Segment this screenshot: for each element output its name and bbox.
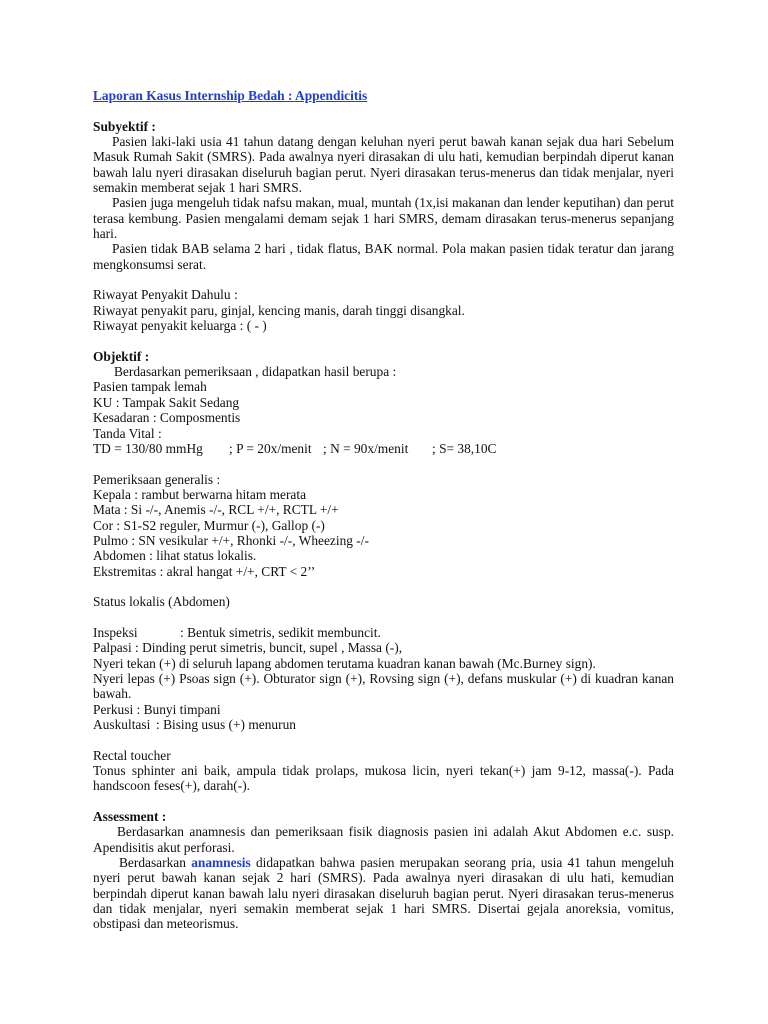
spacer [93, 610, 674, 625]
subyektif-heading: Subyektif : [93, 118, 156, 134]
document-title-link[interactable]: Laporan Kasus Internship Bedah : Appendicitis [93, 88, 368, 103]
spacer [93, 732, 674, 747]
assessment-p2-start: Berdasarkan [119, 855, 186, 871]
inspeksi-value: : Bentuk simetris, sedikit membuncit. [180, 624, 381, 640]
perkusi-line: Perkusi : Bunyi timpani [93, 701, 221, 717]
auskultasi-label: Auskultasi [93, 717, 151, 732]
riwayat-line: Riwayat penyakit keluarga : ( - ) [93, 318, 267, 334]
generalis-heading: Pemeriksaan generalis : [93, 471, 221, 487]
generalis-line: Cor : S1-S2 reguler, Murmur (-), Gallop (-) [93, 517, 325, 533]
nyeri-tekan-line: Nyeri tekan (+) di seluruh lapang abdomen terutama kuadran kanan bawah (Mc.Burney sign). [93, 655, 596, 671]
palpasi-line: Palpasi : Dinding perut simetris, buncit, supel , Massa (-), [93, 640, 403, 656]
riwayat-line: Riwayat penyakit paru, ginjal, kencing manis, darah tinggi disangkal. [93, 302, 465, 318]
objektif-line: Tanda Vital : [93, 425, 162, 441]
inspeksi-label: Inspeksi [93, 624, 138, 640]
inspeksi-line [93, 625, 674, 640]
spacer [93, 794, 674, 809]
subyektif-paragraph: Pasien laki-laki usia 41 tahun datang dengan keluhan nyeri perut bawah kanan sejak dua hari Sebelum Masuk Rumah Sakit (SMRS). Pada awalnya nyeri dirasakan di ulu hati, kemudian berpindah diperut kanan bawah lalu nyeri dirasakan diseluruh bagian perut. Nyeri dirasakan terus-menerus dan tidak menjalar, nyeri semakin memberat sejak 1 hari SMRS. [93, 134, 674, 196]
riwayat-heading: Riwayat Penyakit Dahulu : [93, 287, 238, 303]
vital-signs-line [93, 441, 674, 456]
auskultasi-line [93, 717, 674, 732]
objektif-line: Pasien tampak lemah [93, 379, 207, 395]
generalis-line: Abdomen : lihat status lokalis. [93, 548, 257, 564]
nyeri-lepas-line: Nyeri lepas (+) Psoas sign (+). Obturator sign (+), Rovsing sign (+), defans muskular (+) di kuadran kanan bawah. [93, 670, 674, 702]
vital-td: TD = 130/80 mmHg [93, 440, 203, 456]
spacer [93, 103, 674, 118]
auskultasi-value: : Bising usus (+) menurun [156, 717, 296, 732]
generalis-line: Mata : Si -/-, Anemis -/-, RCL +/+, RCTL +/+ [93, 502, 339, 518]
assessment-paragraph [93, 855, 674, 932]
rectal-text: Tonus sphinter ani baik, ampula tidak prolaps, mukosa licin, nyeri tekan(+) jam 9-12, massa(-). Pada handscoon feses(+), darah(-). [93, 763, 674, 794]
subyektif-paragraph: Pasien tidak BAB selama 2 hari , tidak flatus, BAK normal. Pola makan pasien tidak teratur dan jarang mengkonsumsi serat. [93, 241, 674, 272]
assessment-p2-rest: didapatkan bahwa pasien merupakan seorang pria, usia 41 tahun mengeluh nyeri perut bawah kanan sejak 2 hari (SMRS). Pada awalnya nyeri dirasakan di ulu hati, kemudian berpindah diperut kanan bawah lalu nyeri dirasakan diseluruh bagian perut. Nyeri dirasakan terus-menerus dan tidak menjalar, nyeri semakin memberat sejak 1 hari SMRS. Disertai gejala anoreksia, vomitus, obstipasi dan meteorismus. [93, 855, 674, 932]
objektif-line: KU : Tampak Sakit Sedang [93, 394, 240, 410]
rectal-heading: Rectal toucher [93, 747, 171, 763]
assessment-highlight-term: anamnesis [191, 855, 251, 871]
status-lokalis-heading: Status lokalis (Abdomen) [93, 594, 230, 610]
spacer [93, 579, 674, 594]
subyektif-paragraph: Pasien juga mengeluh tidak nafsu makan, mual, muntah (1x,isi makanan dan lender keputihan) dan perut terasa kembung. Pasien mengalami demam sejak 1 hari SMRS, demam dirasakan terus-menerus sepanjang hari. [93, 195, 674, 242]
spacer [93, 333, 674, 348]
assessment-heading: Assessment : [93, 809, 167, 825]
vital-s: ; S= 38,10C [432, 440, 497, 456]
objektif-heading: Objektif : [93, 348, 150, 364]
objektif-line: Kesadaran : Composmentis [93, 410, 241, 426]
objektif-intro: Berdasarkan pemeriksaan , didapatkan hasil berupa : [114, 364, 397, 380]
generalis-line: Ekstremitas : akral hangat +/+, CRT < 2’’ [93, 563, 316, 579]
vital-p: ; P = 20x/menit [229, 440, 312, 456]
spacer [93, 272, 674, 287]
generalis-line: Kepala : rambut berwarna hitam merata [93, 486, 307, 502]
generalis-line: Pulmo : SN vesikular +/+, Rhonki -/-, Wheezing -/- [93, 532, 369, 548]
spacer [93, 456, 674, 471]
document-page [93, 88, 674, 932]
assessment-paragraph: Berdasarkan anamnesis dan pemeriksaan fisik diagnosis pasien ini adalah Akut Abdomen e.c. susp. Apendisitis akut perforasi. [93, 824, 674, 855]
vital-n: ; N = 90x/menit [323, 440, 409, 456]
